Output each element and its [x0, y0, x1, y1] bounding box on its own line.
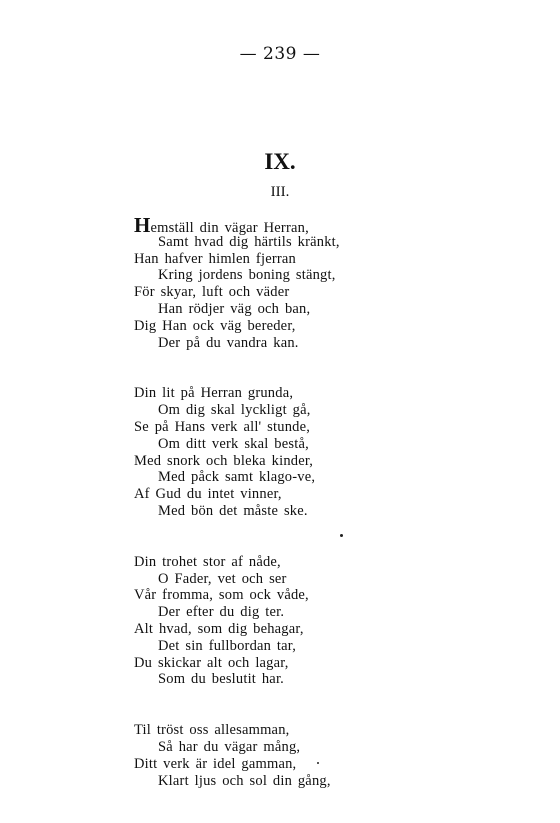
poem-line: Han rödjer väg och ban,	[158, 300, 311, 317]
subsection-number: III.	[270, 184, 290, 200]
stanza	[134, 722, 474, 789]
poem-line: Din lit på Herran grunda,	[134, 385, 294, 402]
poem-line: Der på du vandra kan.	[158, 334, 299, 351]
stanza	[134, 385, 474, 519]
poem-line-text: emställ din vägar Herran,	[150, 220, 309, 236]
poem-line	[134, 213, 474, 237]
poem-line: Til tröst oss allesamman,	[134, 722, 290, 739]
poem-line: Han hafver himlen fjerran	[134, 250, 296, 267]
poem-line: O Fader, vet och ser	[158, 570, 287, 587]
print-speck	[317, 762, 319, 764]
poem-line: Din trohet stor af nåde,	[134, 553, 281, 570]
poem-line: Om ditt verk skal bestå,	[158, 435, 309, 452]
section-number: IX.	[264, 149, 296, 174]
poem-line: Af Gud du intet vinner,	[134, 486, 282, 503]
stanza	[134, 213, 474, 351]
poem	[134, 213, 474, 823]
poem-line: Kring jordens boning stängt,	[158, 267, 336, 284]
print-speck	[340, 534, 343, 537]
poem-line: För skyar, luft och väder	[134, 284, 290, 301]
poem-line: Du skickar alt och lagar,	[134, 654, 289, 671]
poem-line: Om dig skal lyckligt gå,	[158, 402, 311, 419]
page-number: — 239 —	[239, 44, 321, 64]
poem-line: Vår fromma, som ock våde,	[134, 587, 309, 604]
poem-line: Samt hvad dig härtils kränkt,	[158, 233, 340, 250]
poem-line: Dig Han ock väg bereder,	[134, 317, 296, 334]
poem-line: Alt hvad, som dig behagar,	[134, 620, 304, 637]
poem-line: Med snork och bleka kinder,	[134, 452, 314, 469]
poem-line: Så har du vägar mång,	[158, 738, 301, 755]
poem-line: Med påck samt klago-ve,	[158, 469, 316, 486]
drop-cap: H	[134, 213, 151, 237]
poem-line: Se på Hans verk all' stunde,	[134, 418, 311, 435]
poem-line: Ditt verk är idel gamman,	[134, 755, 297, 772]
poem-line: Det sin fullbordan tar,	[158, 637, 297, 654]
poem-line: Klart ljus och sol din gång,	[158, 772, 331, 789]
poem-line: Som du beslutit har.	[158, 671, 284, 688]
poem-line: Med bön det måste ske.	[158, 502, 308, 519]
poem-line: Der efter du dig ter.	[158, 604, 285, 621]
stanza	[134, 554, 474, 688]
